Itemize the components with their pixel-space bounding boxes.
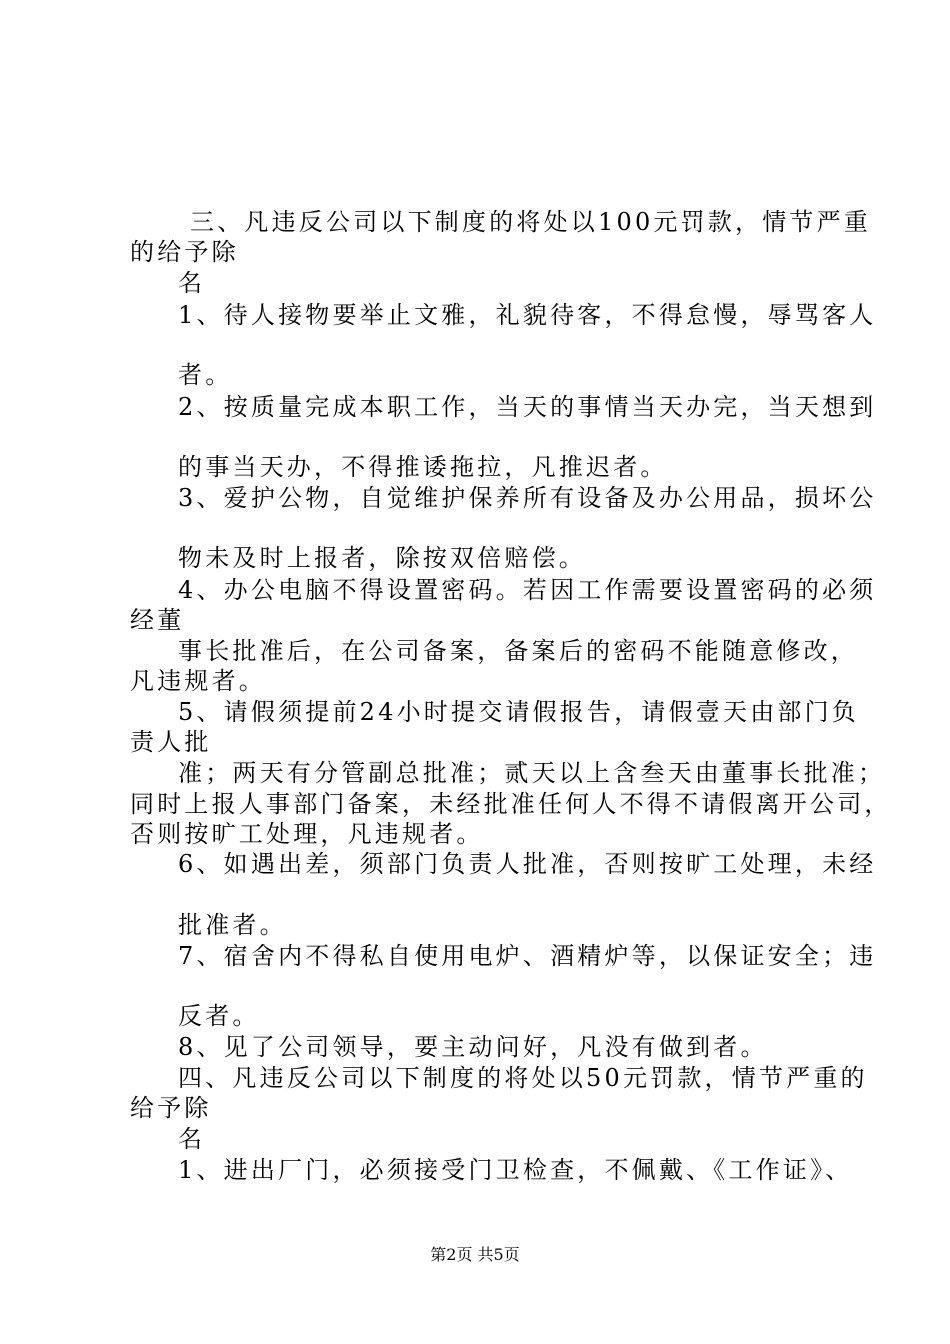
rule-item-3: 3、爱护公物，自觉维护保养所有设备及办公用品，损坏公 bbox=[178, 484, 877, 512]
rule-item-1: 1、待人接物要举止文雅，礼貌待客，不得怠慢，辱骂客人 bbox=[178, 301, 877, 329]
paragraph-line: 物未及时上报者，除按双倍赔偿。 bbox=[178, 544, 586, 572]
paragraph-line: 名 bbox=[178, 269, 206, 297]
paragraph-line: 事长批准后，在公司备案，备案后的密码不能随意修改， bbox=[178, 637, 858, 665]
rule-item-4: 4、办公电脑不得设置密码。若因工作需要设置密码的必须 bbox=[178, 576, 877, 604]
rule-item-5: 5、请假须提前24小时提交请假报告，请假壹天由部门负 bbox=[178, 698, 860, 726]
paragraph-line: 给予除 bbox=[130, 1094, 212, 1122]
rule-item-7: 7、宿舍内不得私自使用电炉、酒精炉等，以保证安全；违 bbox=[178, 942, 877, 970]
rule-item-8: 8、见了公司领导，要主动问好，凡没有做到者。 bbox=[178, 1033, 768, 1061]
rule-item-2: 2、按质量完成本职工作，当天的事情当天办完，当天想到 bbox=[178, 393, 877, 421]
section-three-heading: 三、凡违反公司以下制度的将处以100元罚款，情节严重 bbox=[190, 208, 872, 236]
paragraph-line: 经董 bbox=[130, 606, 185, 634]
paragraph-line: 者。 bbox=[178, 361, 233, 389]
paragraph-line: 同时上报人事部门备案，未经批准任何人不得不请假离开公司， bbox=[130, 790, 892, 818]
paragraph-line: 批准者。 bbox=[178, 911, 287, 939]
paragraph-line: 否则按旷工处理，凡违规者。 bbox=[130, 820, 484, 848]
page-footer: 第2页 共5页 bbox=[430, 1245, 520, 1264]
paragraph-line: 名 bbox=[178, 1125, 206, 1153]
rule-item-1: 1、进出厂门，必须接受门卫检查，不佩戴、《工作证》、 bbox=[178, 1156, 853, 1184]
paragraph-line: 凡违规者。 bbox=[130, 667, 266, 695]
paragraph-line: 反者。 bbox=[178, 1002, 260, 1030]
section-four-heading: 四、凡违反公司以下制度的将处以50元罚款，情节严重的 bbox=[178, 1064, 868, 1092]
paragraph-line: 准；两天有分管副总批准；贰天以上含叁天由董事长批准； bbox=[178, 759, 886, 787]
paragraph-line: 的事当天办，不得推诿拖拉，凡推迟者。 bbox=[178, 453, 668, 481]
paragraph-line: 的给予除 bbox=[130, 238, 239, 266]
rule-item-6: 6、如遇出差，须部门负责人批准，否则按旷工处理，未经 bbox=[178, 850, 877, 878]
paragraph-line: 责人批 bbox=[130, 728, 212, 756]
